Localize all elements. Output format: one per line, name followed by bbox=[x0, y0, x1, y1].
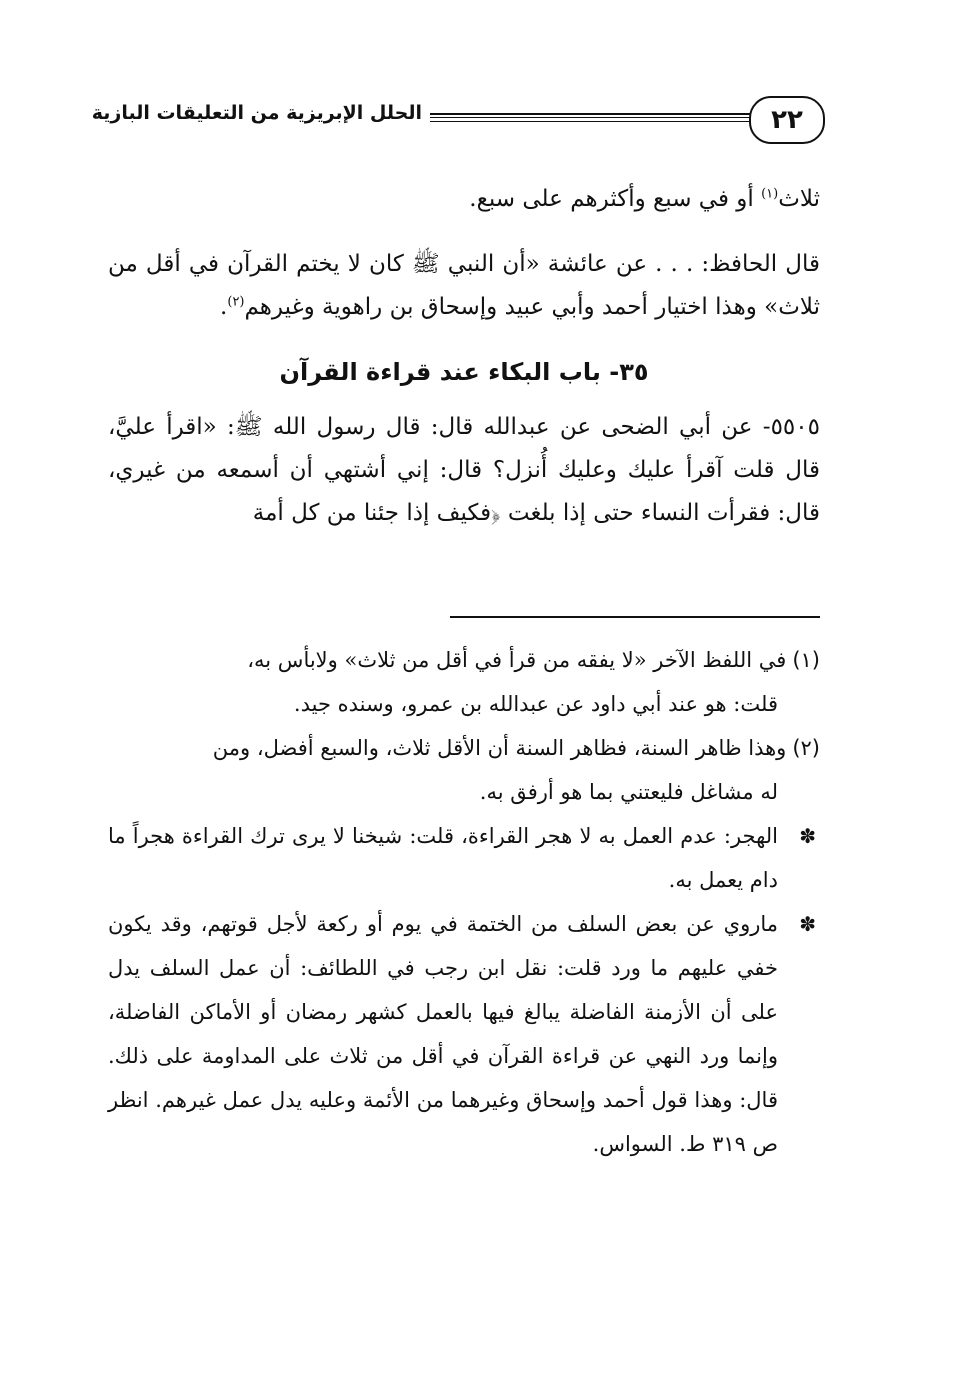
asterisk-icon: ✽ bbox=[799, 912, 816, 936]
annotation-item bbox=[108, 902, 820, 1166]
footnote-text: قلت: هو عند أبي داود عن عبدالله بن عمرو، وسنده جيد. bbox=[293, 692, 778, 716]
footnote-ref: (١) bbox=[761, 186, 779, 202]
text-run: قال الحافظ: . . . عن عائشة «أن النبي ﷺ كان لا يختم القرآن في أقل من ثلاث» وهذا اختيار أحمد وأبي عبيد وإسحاق بن راهوية وغيرهم bbox=[108, 251, 820, 320]
chapter-title: ٣٥- باب البكاء عند قراءة القرآن bbox=[279, 358, 649, 386]
footnote-ref: (٢) bbox=[227, 294, 245, 310]
annotation-item bbox=[108, 814, 820, 902]
running-title: الحلل الإبريزية من التعليقات البازية bbox=[91, 102, 422, 124]
page-header bbox=[91, 96, 825, 156]
hadith-paragraph: ٥٥٠٥- عن أبي الضحى عن عبدالله قال: قال رسول الله ﷺ: «اقرأ عليَّ، قال قلت آقرأ عليك وعليك أُنزل؟ قال: إني أشتهي أن أسمعه من غيري، قال: فقرأت النساء حتى إذا بلغت ﴿فكيف إذا جئنا من كل أمة bbox=[108, 414, 820, 526]
header-rule bbox=[430, 121, 751, 122]
footnotes bbox=[108, 638, 820, 1166]
text-run: . bbox=[220, 294, 228, 320]
footnote-2 bbox=[108, 726, 820, 814]
footnote-marker: (٢) bbox=[792, 736, 820, 760]
footnote-text: وهذا ظاهر السنة، فظاهر السنة أن الأقل ثلاث، والسبع أفضل، ومن bbox=[212, 736, 787, 760]
footnote-text: في اللفظ الآخر «لا يفقه من قرأ في أقل من ثلاث» ولابأس به، bbox=[247, 648, 787, 672]
header-rule bbox=[430, 117, 751, 118]
page-number: ٢٢ bbox=[749, 96, 825, 144]
main-text bbox=[108, 178, 820, 535]
annotation-text: الهجر: عدم العمل به لا هجر القراءة، قلت: شيخنا لا يرى ترك القراءة هجراً ما دام يعمل به. bbox=[108, 824, 778, 892]
footnote-separator bbox=[450, 616, 820, 618]
paragraph bbox=[108, 178, 820, 221]
asterisk-icon: ✽ bbox=[799, 824, 816, 848]
footnote-text: له مشاغل فليعتني بما هو أرفق به. bbox=[479, 780, 778, 804]
header-rule bbox=[430, 113, 751, 115]
footnote-marker: (١) bbox=[792, 648, 820, 672]
annotation-text: ماروي عن بعض السلف من الختمة في يوم أو ركعة لأجل قوتهم، وقد يكون خفي عليهم ما ورد قلت: نقل ابن رجب في اللطائف: أن عمل السلف يدل على أن الأزمنة الفاضلة يبالغ فيها بالعمل كشهر رمضان أو الأماكن الفاضلة، وإنما ورد النهي عن قراءة القرآن في أقل من ثلاث على المداومة على ذلك. قال: وهذا قول أحمد وإسحاق وغيرهما من الأئمة وعليه يدل عمل غيرهم. انظر ص ٣١٩ ط. السواس. bbox=[108, 912, 778, 1156]
text-run: أو في سبع وأكثرهم على سبع. bbox=[469, 186, 762, 212]
text-run: ثلاث bbox=[778, 186, 820, 212]
paragraph bbox=[108, 243, 820, 329]
footnote-1 bbox=[108, 638, 820, 726]
